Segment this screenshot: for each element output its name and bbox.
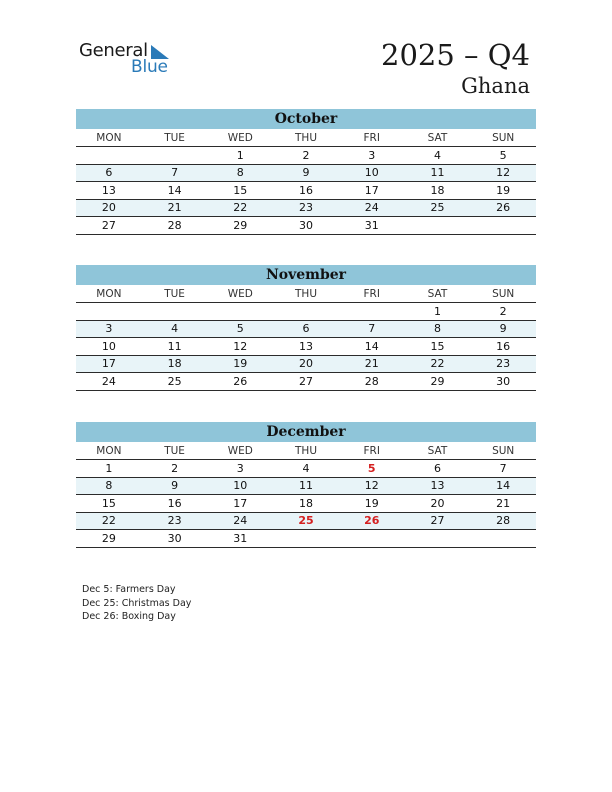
weekday-label: MON xyxy=(96,131,122,144)
week-row xyxy=(76,495,536,513)
day-cell: 13 xyxy=(299,339,314,353)
week-row xyxy=(76,200,536,218)
day-cell: 18 xyxy=(299,496,314,510)
day-cell: 26 xyxy=(496,201,511,215)
holiday-notes xyxy=(82,583,191,624)
day-cell: 8 xyxy=(433,322,441,336)
day-cell: 23 xyxy=(496,357,511,371)
day-cell: 27 xyxy=(299,374,314,388)
day-cell: 18 xyxy=(167,357,182,371)
day-cell: 4 xyxy=(171,322,179,336)
day-cell: 4 xyxy=(433,148,441,162)
weekday-label: THU xyxy=(295,444,318,457)
day-cell: 23 xyxy=(299,201,314,215)
day-cell: 25 xyxy=(167,374,182,388)
day-cell: 17 xyxy=(233,496,248,510)
day-cell: 8 xyxy=(105,479,113,493)
weekday-label: MON xyxy=(96,287,122,300)
day-cell: 9 xyxy=(171,479,179,493)
day-cell: 29 xyxy=(233,218,248,232)
weekday-label: THU xyxy=(295,131,318,144)
day-cell: 20 xyxy=(101,201,116,215)
day-cell: 23 xyxy=(167,514,182,528)
week-row xyxy=(76,165,536,183)
day-cell: 26 xyxy=(233,374,248,388)
day-cell: 19 xyxy=(233,357,248,371)
weekday-label: SUN xyxy=(492,287,515,300)
logo-text-general: General xyxy=(79,40,148,61)
logo-text-blue: Blue xyxy=(131,57,168,77)
day-cell: 19 xyxy=(364,496,379,510)
day-cell: 18 xyxy=(430,183,445,197)
week-row xyxy=(76,338,536,356)
day-cell: 4 xyxy=(302,461,310,475)
day-cell: 28 xyxy=(496,514,511,528)
day-cell: 8 xyxy=(236,166,244,180)
day-cell: 7 xyxy=(499,461,507,475)
day-cell: 22 xyxy=(233,201,248,215)
holiday-note: Dec 5: Farmers Day xyxy=(82,584,176,595)
weekday-label: SAT xyxy=(427,287,448,300)
week-row xyxy=(76,182,536,200)
day-cell: 20 xyxy=(430,496,445,510)
day-cell: 22 xyxy=(430,357,445,371)
month-calendar-october xyxy=(76,109,536,235)
day-cell: 30 xyxy=(496,374,511,388)
weekday-label: TUE xyxy=(164,287,185,300)
page-title: 2025 – Q4 xyxy=(381,38,530,72)
day-cell: 28 xyxy=(167,218,182,232)
day-cell: 10 xyxy=(364,166,379,180)
day-cell: 15 xyxy=(101,496,116,510)
weekday-label: FRI xyxy=(363,131,380,144)
month-header: November xyxy=(76,265,536,285)
weekday-label: SAT xyxy=(427,444,448,457)
day-cell: 7 xyxy=(368,322,376,336)
day-cell: 17 xyxy=(101,357,116,371)
day-cell: 10 xyxy=(101,339,116,353)
day-cell: 7 xyxy=(171,166,179,180)
month-header: October xyxy=(76,109,536,129)
day-cell: 15 xyxy=(430,339,445,353)
day-cell: 5 xyxy=(499,148,507,162)
day-cell: 1 xyxy=(236,148,244,162)
week-row xyxy=(76,217,536,235)
weekday-header-row xyxy=(76,129,536,147)
week-row xyxy=(76,513,536,531)
week-row xyxy=(76,478,536,496)
week-row xyxy=(76,373,536,391)
day-cell: 17 xyxy=(364,183,379,197)
day-cell: 13 xyxy=(101,183,116,197)
day-cell: 9 xyxy=(499,322,507,336)
day-cell: 27 xyxy=(101,218,116,232)
day-cell: 16 xyxy=(496,339,511,353)
generalblue-logo xyxy=(79,40,179,80)
week-row xyxy=(76,303,536,321)
day-cell: 5 xyxy=(236,322,244,336)
day-cell: 28 xyxy=(364,374,379,388)
day-cell: 10 xyxy=(233,479,248,493)
day-cell: 13 xyxy=(430,479,445,493)
day-cell: 21 xyxy=(167,201,182,215)
week-row xyxy=(76,530,536,548)
country-name: Ghana xyxy=(461,74,530,98)
holiday-day-cell: 25 xyxy=(298,514,314,528)
day-cell: 14 xyxy=(364,339,379,353)
day-cell: 11 xyxy=(299,479,314,493)
day-cell: 15 xyxy=(233,183,248,197)
day-cell: 2 xyxy=(302,148,310,162)
day-cell: 27 xyxy=(430,514,445,528)
day-cell: 2 xyxy=(171,461,179,475)
weekday-label: FRI xyxy=(363,444,380,457)
weekday-label: SUN xyxy=(492,131,515,144)
day-cell: 14 xyxy=(167,183,182,197)
month-header: December xyxy=(76,422,536,442)
day-cell: 3 xyxy=(236,461,244,475)
day-cell: 30 xyxy=(167,531,182,545)
holiday-day-cell: 5 xyxy=(367,461,376,475)
day-cell: 20 xyxy=(299,357,314,371)
day-cell: 24 xyxy=(101,374,116,388)
week-row xyxy=(76,147,536,165)
holiday-note: Dec 26: Boxing Day xyxy=(82,611,176,622)
holiday-day-cell: 26 xyxy=(364,514,380,528)
holiday-note: Dec 25: Christmas Day xyxy=(82,597,192,609)
month-calendar-november xyxy=(76,265,536,391)
day-cell: 31 xyxy=(364,218,379,232)
weekday-label: THU xyxy=(295,287,318,300)
weekday-label: SAT xyxy=(427,131,448,144)
weekday-label: TUE xyxy=(164,131,185,144)
day-cell: 22 xyxy=(101,514,116,528)
day-cell: 29 xyxy=(101,531,116,545)
week-row xyxy=(76,356,536,374)
weekday-label: WED xyxy=(227,287,253,300)
day-cell: 2 xyxy=(499,304,507,318)
day-cell: 6 xyxy=(105,166,113,180)
day-cell: 24 xyxy=(364,201,379,215)
day-cell: 3 xyxy=(368,148,376,162)
day-cell: 16 xyxy=(299,183,314,197)
weekday-label: SUN xyxy=(492,444,515,457)
weekday-label: TUE xyxy=(164,444,185,457)
day-cell: 25 xyxy=(430,201,445,215)
day-cell: 16 xyxy=(167,496,182,510)
day-cell: 30 xyxy=(299,218,314,232)
weekday-label: WED xyxy=(227,131,253,144)
day-cell: 6 xyxy=(433,461,441,475)
day-cell: 1 xyxy=(105,461,113,475)
day-cell: 21 xyxy=(364,357,379,371)
month-calendar-december xyxy=(76,422,536,548)
day-cell: 1 xyxy=(433,304,441,318)
weekday-label: FRI xyxy=(363,287,380,300)
day-cell: 12 xyxy=(233,339,248,353)
day-cell: 12 xyxy=(364,479,379,493)
day-cell: 12 xyxy=(496,166,511,180)
day-cell: 6 xyxy=(302,322,310,336)
weekday-label: WED xyxy=(227,444,253,457)
day-cell: 14 xyxy=(496,479,511,493)
week-row xyxy=(76,460,536,478)
day-cell: 11 xyxy=(167,339,182,353)
weekday-label: MON xyxy=(96,444,122,457)
day-cell: 11 xyxy=(430,166,445,180)
day-cell: 19 xyxy=(496,183,511,197)
day-cell: 31 xyxy=(233,531,248,545)
day-cell: 21 xyxy=(496,496,511,510)
week-row xyxy=(76,321,536,339)
weekday-header-row xyxy=(76,442,536,460)
day-cell: 3 xyxy=(105,322,113,336)
day-cell: 29 xyxy=(430,374,445,388)
weekday-header-row xyxy=(76,285,536,303)
day-cell: 9 xyxy=(302,166,310,180)
day-cell: 24 xyxy=(233,514,248,528)
